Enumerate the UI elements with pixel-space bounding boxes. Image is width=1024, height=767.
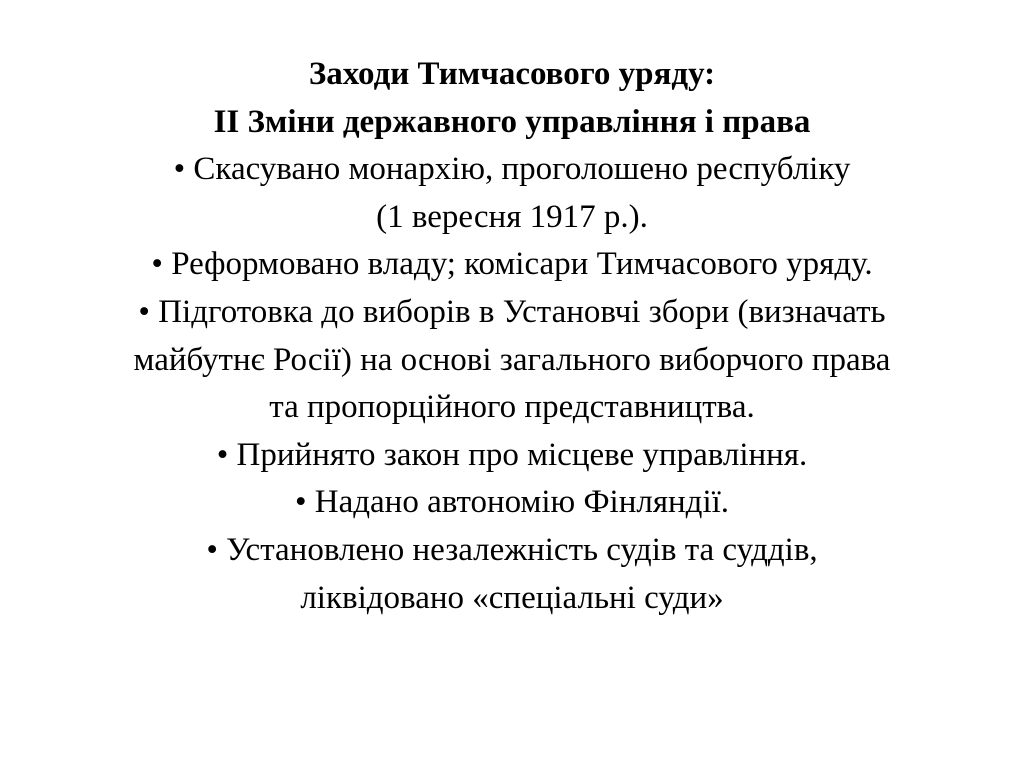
slide-subtitle: II Зміни державного управління і права	[213, 103, 811, 140]
bullet-monarchy-date: (1 вересня 1917 р.).	[376, 198, 648, 235]
bullet-judicial-independence: • Установлено незалежність судів та суддів,	[206, 531, 818, 568]
bullet-power-reformed: • Реформовано владу; комісари Тимчасового уряду.	[151, 246, 873, 283]
bullet-special-courts-abolished: ліквідовано «спеціальні суди»	[300, 579, 724, 616]
bullet-elections-preparation: • Підготовка до виборів в Установчі збори (визначать	[138, 293, 886, 330]
bullet-local-government-law: • Прийнято закон про місцеве управління.	[216, 436, 808, 473]
slide-title: Заходи Тимчасового уряду:	[308, 56, 716, 92]
bullet-finland-autonomy: • Надано автономію Фінляндії.	[294, 484, 730, 521]
slide-content	[30, 51, 994, 622]
bullet-monarchy-abolished: • Скасувано монархію, проголошено республіку	[173, 151, 851, 188]
bullet-elections-line2: майбутнє Росії) на основі загального виборчого права	[133, 341, 891, 378]
bullet-elections-line3: та пропорційного представництва.	[269, 389, 755, 426]
